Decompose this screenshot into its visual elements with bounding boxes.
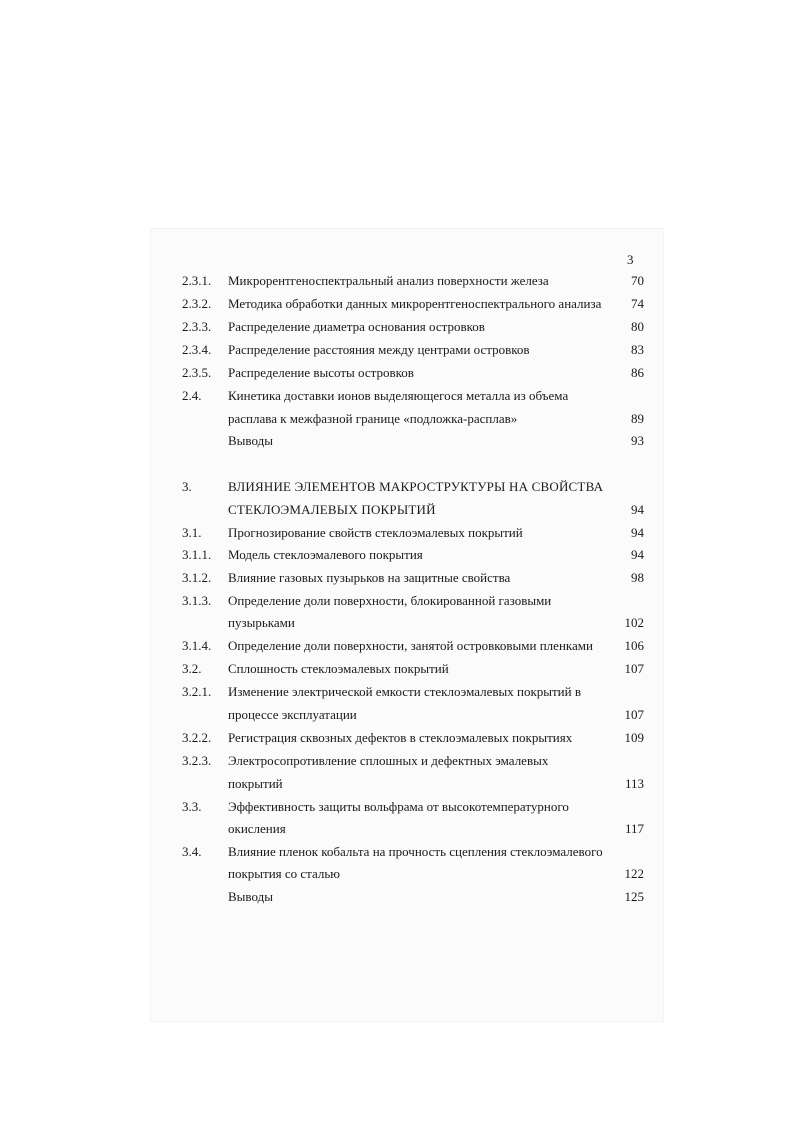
section-title: Прогнозирование свойств стеклоэмалевых покрытий — [228, 525, 523, 540]
section-title: Определение доли поверхности, занятой островковыми пленками — [228, 638, 593, 653]
page-ref: 94 — [631, 502, 644, 517]
page-ref: 107 — [624, 707, 644, 722]
toc-entry — [0, 411, 795, 433]
section-title: Распределение диаметра основания островков — [228, 319, 485, 334]
toc-entry — [0, 776, 795, 798]
toc-entry — [0, 319, 795, 341]
page-ref: 94 — [631, 547, 644, 562]
toc-entry — [0, 661, 795, 683]
section-number: 2.3.2. — [182, 296, 212, 311]
toc-entry — [0, 638, 795, 660]
section-number: 3.1. — [182, 525, 202, 540]
section-title: расплава к межфазной границе «подложка-расплав» — [228, 411, 518, 426]
section-title: Сплошность стеклоэмалевых покрытий — [228, 661, 449, 676]
section-title: Распределение расстояния между центрами островков — [228, 342, 530, 357]
page-ref: 83 — [631, 342, 644, 357]
section-number: 3. — [182, 479, 192, 494]
section-title: Регистрация сквозных дефектов в стеклоэмалевых покрытиях — [228, 730, 573, 745]
section-number: 2.3.5. — [182, 365, 212, 380]
toc-entry — [0, 707, 795, 729]
page-ref: 86 — [631, 365, 644, 380]
section-title: Электросопротивление сплошных и дефектных эмалевых — [228, 753, 549, 768]
section-number: 2.4. — [182, 388, 202, 403]
page-ref: 89 — [631, 411, 644, 426]
page-ref: 102 — [624, 615, 644, 630]
toc-entry — [0, 889, 795, 911]
section-title: ВЛИЯНИЕ ЭЛЕМЕНТОВ МАКРОСТРУКТУРЫ НА СВОЙСТВА — [228, 479, 604, 494]
toc-entry — [0, 433, 795, 455]
toc-entry — [0, 273, 795, 295]
section-title: Распределение высоты островков — [228, 365, 414, 380]
section-title: покрытия со сталью — [228, 866, 341, 881]
page-ref: 74 — [631, 296, 644, 311]
section-title: Эффективность защиты вольфрама от высокотемпературного — [228, 799, 569, 814]
section-title: Определение доли поверхности, блокированной газовыми — [228, 593, 552, 608]
toc-entry — [0, 547, 795, 569]
section-title: Выводы — [228, 433, 273, 448]
section-number: 3.2.2. — [182, 730, 212, 745]
section-title: покрытий — [228, 776, 283, 791]
section-number: 2.3.1. — [182, 273, 212, 288]
page-ref: 117 — [624, 821, 644, 836]
section-title: Влияние пленок кобальта на прочность сцепления стеклоэмалевого — [228, 844, 603, 859]
section-number: 2.3.4. — [182, 342, 212, 357]
toc-entry — [0, 615, 795, 637]
section-number: 3.1.2. — [182, 570, 212, 585]
page-ref: 122 — [624, 866, 644, 881]
section-title: пузырьками — [228, 615, 295, 630]
section-title: СТЕКЛОЭМАЛЕВЫХ ПОКРЫТИЙ — [228, 502, 436, 517]
page-ref: 93 — [631, 433, 644, 448]
toc-entry — [0, 593, 795, 615]
toc-entry — [0, 388, 795, 410]
page-ref: 80 — [631, 319, 644, 334]
section-number: 3.2.1. — [182, 684, 212, 699]
section-number: 2.3.3. — [182, 319, 212, 334]
page-ref: 94 — [631, 525, 644, 540]
page-ref: 109 — [624, 730, 644, 745]
toc-entry — [0, 342, 795, 364]
section-number: 3.3. — [182, 799, 202, 814]
toc-entry — [0, 866, 795, 888]
toc-entry — [0, 844, 795, 866]
toc-entry — [0, 821, 795, 843]
section-title: окисления — [228, 821, 286, 836]
section-title: Модель стеклоэмалевого покрытия — [228, 547, 423, 562]
section-number: 3.2.3. — [182, 753, 212, 768]
section-title: Выводы — [228, 889, 273, 904]
page-number: 3 — [627, 252, 634, 267]
section-title: Кинетика доставки ионов выделяющегося металла из объема — [228, 388, 569, 403]
toc-entry — [0, 502, 795, 524]
section-title: Микрорентгеноспектральный анализ поверхности железа — [228, 273, 549, 288]
section-title: Влияние газовых пузырьков на защитные свойства — [228, 570, 511, 585]
page-ref: 107 — [624, 661, 644, 676]
page-ref: 125 — [624, 889, 644, 904]
page-ref: 70 — [631, 273, 644, 288]
toc-entry — [0, 479, 795, 501]
toc-entry — [0, 525, 795, 547]
toc-entry — [0, 799, 795, 821]
page-ref: 106 — [624, 638, 644, 653]
section-title: Изменение электрической емкости стеклоэмалевых покрытий в — [228, 684, 581, 699]
section-number: 3.4. — [182, 844, 202, 859]
toc-entry — [0, 296, 795, 318]
section-number: 3.1.1. — [182, 547, 212, 562]
toc-entry — [0, 365, 795, 387]
section-number: 3.2. — [182, 661, 202, 676]
section-title: Методика обработки данных микрорентгеноспектрального анализа — [228, 296, 602, 311]
section-number: 3.1.4. — [182, 638, 212, 653]
section-title: процессе эксплуатации — [228, 707, 357, 722]
toc-entry — [0, 684, 795, 706]
page-ref: 113 — [624, 776, 644, 791]
toc-entry — [0, 570, 795, 592]
section-number: 3.1.3. — [182, 593, 212, 608]
toc-entry — [0, 730, 795, 752]
toc-entry — [0, 753, 795, 775]
page-ref: 98 — [631, 570, 644, 585]
